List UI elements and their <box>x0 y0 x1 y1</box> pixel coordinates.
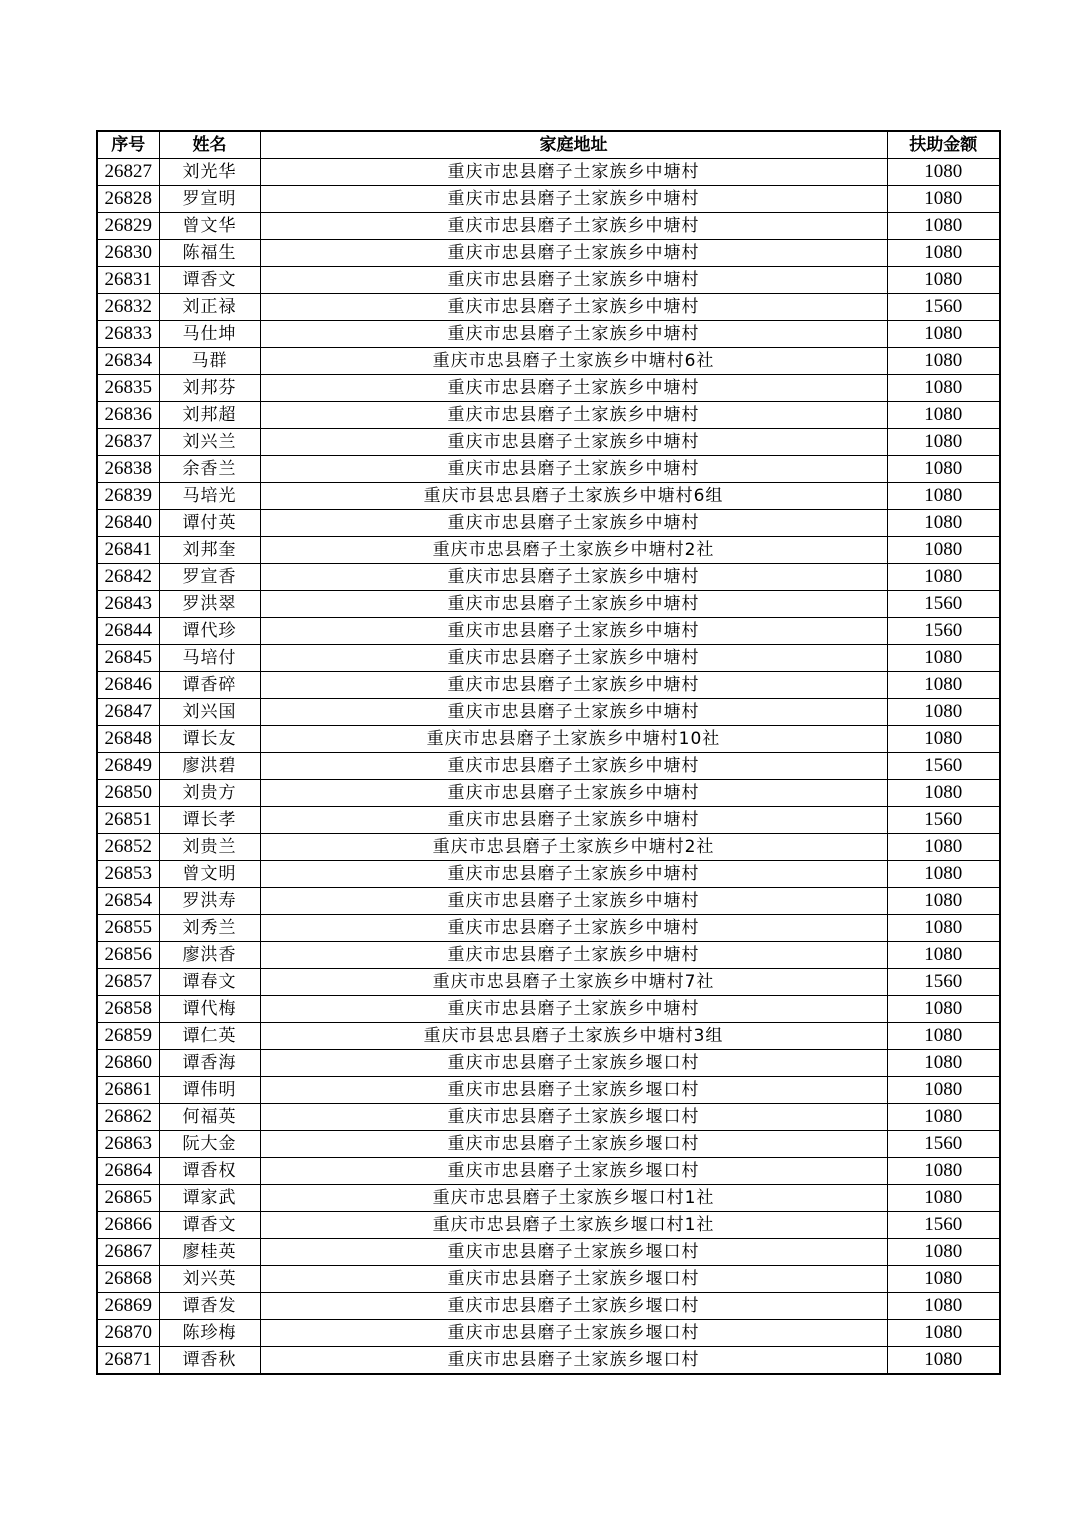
amount-cell: 1080 <box>887 699 1000 726</box>
serial-number-cell: 26861 <box>97 1077 159 1104</box>
table-row <box>97 861 1000 888</box>
name-cell: 刘兴兰 <box>159 429 260 456</box>
amount-cell: 1080 <box>887 402 1000 429</box>
address-cell: 重庆市忠县磨子土家族乡中塘村 <box>260 402 887 429</box>
amount-cell: 1080 <box>887 645 1000 672</box>
table-row <box>97 1266 1000 1293</box>
table-row <box>97 1077 1000 1104</box>
name-cell: 刘邦奎 <box>159 537 260 564</box>
amount-cell: 1080 <box>887 672 1000 699</box>
serial-number-cell: 26849 <box>97 753 159 780</box>
serial-number-cell: 26829 <box>97 213 159 240</box>
table-row <box>97 645 1000 672</box>
serial-number-cell: 26865 <box>97 1185 159 1212</box>
amount-cell: 1080 <box>887 861 1000 888</box>
name-cell: 刘秀兰 <box>159 915 260 942</box>
amount-cell: 1560 <box>887 1212 1000 1239</box>
amount-cell: 1080 <box>887 213 1000 240</box>
amount-cell: 1080 <box>887 1266 1000 1293</box>
address-cell: 重庆市忠县磨子土家族乡堰口村 <box>260 1320 887 1347</box>
amount-cell: 1080 <box>887 321 1000 348</box>
serial-number-cell: 26863 <box>97 1131 159 1158</box>
amount-cell: 1560 <box>887 969 1000 996</box>
name-cell: 廖洪碧 <box>159 753 260 780</box>
name-cell: 陈珍梅 <box>159 1320 260 1347</box>
amount-cell: 1080 <box>887 996 1000 1023</box>
address-cell: 重庆市忠县磨子土家族乡中塘村2社 <box>260 537 887 564</box>
table-row <box>97 564 1000 591</box>
table-row <box>97 510 1000 537</box>
address-cell: 重庆市忠县磨子土家族乡中塘村 <box>260 996 887 1023</box>
address-cell: 重庆市忠县磨子土家族乡堰口村 <box>260 1158 887 1185</box>
table-row <box>97 726 1000 753</box>
amount-cell: 1080 <box>887 888 1000 915</box>
name-cell: 刘贵方 <box>159 780 260 807</box>
name-cell: 刘邦芬 <box>159 375 260 402</box>
name-cell: 谭仁英 <box>159 1023 260 1050</box>
table-row <box>97 1212 1000 1239</box>
amount-cell: 1080 <box>887 1239 1000 1266</box>
table-row <box>97 240 1000 267</box>
address-cell: 重庆市忠县磨子土家族乡堰口村 <box>260 1077 887 1104</box>
serial-number-cell: 26862 <box>97 1104 159 1131</box>
address-cell: 重庆市忠县磨子土家族乡中塘村 <box>260 645 887 672</box>
serial-number-cell: 26841 <box>97 537 159 564</box>
table-row <box>97 186 1000 213</box>
name-cell: 马培付 <box>159 645 260 672</box>
address-cell: 重庆市忠县磨子土家族乡中塘村6社 <box>260 348 887 375</box>
serial-number-cell: 26840 <box>97 510 159 537</box>
table-row <box>97 294 1000 321</box>
address-cell: 重庆市忠县磨子土家族乡中塘村 <box>260 213 887 240</box>
serial-number-cell: 26854 <box>97 888 159 915</box>
name-cell: 阮大金 <box>159 1131 260 1158</box>
table-row <box>97 429 1000 456</box>
amount-cell: 1080 <box>887 483 1000 510</box>
address-cell: 重庆市县忠县磨子土家族乡中塘村6组 <box>260 483 887 510</box>
amount-cell: 1080 <box>887 1185 1000 1212</box>
serial-number-cell: 26830 <box>97 240 159 267</box>
address-cell: 重庆市忠县磨子土家族乡中塘村 <box>260 861 887 888</box>
name-cell: 马仕坤 <box>159 321 260 348</box>
serial-number-cell: 26834 <box>97 348 159 375</box>
serial-number-cell: 26864 <box>97 1158 159 1185</box>
table-row <box>97 591 1000 618</box>
serial-number-cell: 26870 <box>97 1320 159 1347</box>
address-cell: 重庆市忠县磨子土家族乡中塘村 <box>260 159 887 186</box>
table-row <box>97 1293 1000 1320</box>
name-cell: 罗宣明 <box>159 186 260 213</box>
serial-number-cell: 26827 <box>97 159 159 186</box>
serial-number-cell: 26835 <box>97 375 159 402</box>
serial-number-cell: 26846 <box>97 672 159 699</box>
serial-number-cell: 26832 <box>97 294 159 321</box>
table-row <box>97 996 1000 1023</box>
amount-cell: 1080 <box>887 159 1000 186</box>
address-cell: 重庆市忠县磨子土家族乡堰口村 <box>260 1050 887 1077</box>
amount-cell: 1080 <box>887 348 1000 375</box>
address-cell: 重庆市忠县磨子土家族乡中塘村 <box>260 942 887 969</box>
amount-cell: 1560 <box>887 753 1000 780</box>
address-cell: 重庆市忠县磨子土家族乡堰口村 <box>260 1104 887 1131</box>
table-row <box>97 213 1000 240</box>
name-cell: 余香兰 <box>159 456 260 483</box>
amount-cell: 1080 <box>887 780 1000 807</box>
table-row <box>97 267 1000 294</box>
address-cell: 重庆市忠县磨子土家族乡中塘村 <box>260 915 887 942</box>
table-row <box>97 888 1000 915</box>
table-row <box>97 1050 1000 1077</box>
address-cell: 重庆市忠县磨子土家族乡中塘村 <box>260 807 887 834</box>
serial-number-cell: 26850 <box>97 780 159 807</box>
table-header-row <box>97 131 1000 159</box>
serial-number-cell: 26848 <box>97 726 159 753</box>
name-cell: 谭春文 <box>159 969 260 996</box>
name-cell: 罗洪翠 <box>159 591 260 618</box>
serial-number-cell: 26833 <box>97 321 159 348</box>
table-row <box>97 1185 1000 1212</box>
header-name: 姓名 <box>159 131 260 159</box>
name-cell: 罗宣香 <box>159 564 260 591</box>
table-row <box>97 348 1000 375</box>
table-row <box>97 1347 1000 1375</box>
address-cell: 重庆市县忠县磨子土家族乡中塘村3组 <box>260 1023 887 1050</box>
name-cell: 刘兴国 <box>159 699 260 726</box>
address-cell: 重庆市忠县磨子土家族乡中塘村 <box>260 510 887 537</box>
header-home-address: 家庭地址 <box>260 131 887 159</box>
address-cell: 重庆市忠县磨子土家族乡中塘村 <box>260 186 887 213</box>
table-row <box>97 537 1000 564</box>
name-cell: 马培光 <box>159 483 260 510</box>
address-cell: 重庆市忠县磨子土家族乡中塘村 <box>260 375 887 402</box>
table-row <box>97 1320 1000 1347</box>
table-row <box>97 942 1000 969</box>
amount-cell: 1080 <box>887 726 1000 753</box>
amount-cell: 1080 <box>887 186 1000 213</box>
amount-cell: 1080 <box>887 1077 1000 1104</box>
address-cell: 重庆市忠县磨子土家族乡堰口村1社 <box>260 1212 887 1239</box>
serial-number-cell: 26842 <box>97 564 159 591</box>
table-row <box>97 159 1000 186</box>
amount-cell: 1080 <box>887 429 1000 456</box>
amount-cell: 1080 <box>887 915 1000 942</box>
address-cell: 重庆市忠县磨子土家族乡中塘村 <box>260 699 887 726</box>
table-row <box>97 1131 1000 1158</box>
address-cell: 重庆市忠县磨子土家族乡中塘村 <box>260 321 887 348</box>
serial-number-cell: 26856 <box>97 942 159 969</box>
serial-number-cell: 26857 <box>97 969 159 996</box>
table-row <box>97 1023 1000 1050</box>
amount-cell: 1080 <box>887 564 1000 591</box>
serial-number-cell: 26860 <box>97 1050 159 1077</box>
serial-number-cell: 26853 <box>97 861 159 888</box>
address-cell: 重庆市忠县磨子土家族乡堰口村 <box>260 1131 887 1158</box>
address-cell: 重庆市忠县磨子土家族乡堰口村1社 <box>260 1185 887 1212</box>
serial-number-cell: 26858 <box>97 996 159 1023</box>
name-cell: 谭长孝 <box>159 807 260 834</box>
table-row <box>97 807 1000 834</box>
name-cell: 谭代梅 <box>159 996 260 1023</box>
address-cell: 重庆市忠县磨子土家族乡中塘村 <box>260 888 887 915</box>
name-cell: 刘光华 <box>159 159 260 186</box>
name-cell: 刘正禄 <box>159 294 260 321</box>
address-cell: 重庆市忠县磨子土家族乡中塘村 <box>260 267 887 294</box>
serial-number-cell: 26839 <box>97 483 159 510</box>
amount-cell: 1080 <box>887 510 1000 537</box>
serial-number-cell: 26859 <box>97 1023 159 1050</box>
amount-cell: 1080 <box>887 537 1000 564</box>
amount-cell: 1080 <box>887 1104 1000 1131</box>
table-row <box>97 402 1000 429</box>
name-cell: 刘兴英 <box>159 1266 260 1293</box>
address-cell: 重庆市忠县磨子土家族乡中塘村 <box>260 780 887 807</box>
table-row <box>97 375 1000 402</box>
amount-cell: 1080 <box>887 942 1000 969</box>
table-row <box>97 483 1000 510</box>
table-row <box>97 780 1000 807</box>
amount-cell: 1080 <box>887 1023 1000 1050</box>
serial-number-cell: 26837 <box>97 429 159 456</box>
table-row <box>97 321 1000 348</box>
amount-cell: 1560 <box>887 294 1000 321</box>
address-cell: 重庆市忠县磨子土家族乡堰口村 <box>260 1293 887 1320</box>
address-cell: 重庆市忠县磨子土家族乡中塘村 <box>260 456 887 483</box>
name-cell: 谭香碎 <box>159 672 260 699</box>
name-cell: 廖桂英 <box>159 1239 260 1266</box>
address-cell: 重庆市忠县磨子土家族乡中塘村 <box>260 672 887 699</box>
serial-number-cell: 26852 <box>97 834 159 861</box>
name-cell: 谭代珍 <box>159 618 260 645</box>
table-row <box>97 915 1000 942</box>
name-cell: 谭香文 <box>159 1212 260 1239</box>
serial-number-cell: 26866 <box>97 1212 159 1239</box>
serial-number-cell: 26844 <box>97 618 159 645</box>
table-row <box>97 456 1000 483</box>
table-row <box>97 672 1000 699</box>
amount-cell: 1080 <box>887 1050 1000 1077</box>
amount-cell: 1080 <box>887 267 1000 294</box>
name-cell: 谭长友 <box>159 726 260 753</box>
name-cell: 曾文明 <box>159 861 260 888</box>
table-row <box>97 1104 1000 1131</box>
amount-cell: 1080 <box>887 1320 1000 1347</box>
name-cell: 谭伟明 <box>159 1077 260 1104</box>
address-cell: 重庆市忠县磨子土家族乡中塘村 <box>260 429 887 456</box>
name-cell: 谭香权 <box>159 1158 260 1185</box>
serial-number-cell: 26828 <box>97 186 159 213</box>
table-row <box>97 1239 1000 1266</box>
table-row <box>97 618 1000 645</box>
serial-number-cell: 26847 <box>97 699 159 726</box>
serial-number-cell: 26845 <box>97 645 159 672</box>
address-cell: 重庆市忠县磨子土家族乡堰口村 <box>260 1239 887 1266</box>
amount-cell: 1560 <box>887 618 1000 645</box>
name-cell: 谭香海 <box>159 1050 260 1077</box>
name-cell: 谭付英 <box>159 510 260 537</box>
header-subsidy-amount: 扶助金额 <box>887 131 1000 159</box>
name-cell: 罗洪寿 <box>159 888 260 915</box>
name-cell: 谭香文 <box>159 267 260 294</box>
serial-number-cell: 26843 <box>97 591 159 618</box>
name-cell: 何福英 <box>159 1104 260 1131</box>
table-row <box>97 1158 1000 1185</box>
serial-number-cell: 26871 <box>97 1347 159 1375</box>
name-cell: 曾文华 <box>159 213 260 240</box>
serial-number-cell: 26838 <box>97 456 159 483</box>
amount-cell: 1560 <box>887 807 1000 834</box>
name-cell: 马群 <box>159 348 260 375</box>
serial-number-cell: 26855 <box>97 915 159 942</box>
amount-cell: 1080 <box>887 456 1000 483</box>
amount-cell: 1080 <box>887 240 1000 267</box>
serial-number-cell: 26869 <box>97 1293 159 1320</box>
name-cell: 陈福生 <box>159 240 260 267</box>
amount-cell: 1080 <box>887 834 1000 861</box>
address-cell: 重庆市忠县磨子土家族乡中塘村 <box>260 591 887 618</box>
amount-cell: 1080 <box>887 375 1000 402</box>
serial-number-cell: 26867 <box>97 1239 159 1266</box>
name-cell: 刘邦超 <box>159 402 260 429</box>
amount-cell: 1080 <box>887 1293 1000 1320</box>
subsidy-table <box>96 130 1001 1375</box>
table-row <box>97 969 1000 996</box>
name-cell: 刘贵兰 <box>159 834 260 861</box>
address-cell: 重庆市忠县磨子土家族乡中塘村7社 <box>260 969 887 996</box>
table-row <box>97 699 1000 726</box>
amount-cell: 1560 <box>887 591 1000 618</box>
amount-cell: 1080 <box>887 1158 1000 1185</box>
name-cell: 谭香发 <box>159 1293 260 1320</box>
amount-cell: 1080 <box>887 1347 1000 1375</box>
address-cell: 重庆市忠县磨子土家族乡中塘村 <box>260 618 887 645</box>
table-row <box>97 834 1000 861</box>
name-cell: 廖洪香 <box>159 942 260 969</box>
serial-number-cell: 26836 <box>97 402 159 429</box>
serial-number-cell: 26831 <box>97 267 159 294</box>
amount-cell: 1560 <box>887 1131 1000 1158</box>
address-cell: 重庆市忠县磨子土家族乡中塘村10社 <box>260 726 887 753</box>
name-cell: 谭香秋 <box>159 1347 260 1375</box>
address-cell: 重庆市忠县磨子土家族乡堰口村 <box>260 1266 887 1293</box>
address-cell: 重庆市忠县磨子土家族乡中塘村2社 <box>260 834 887 861</box>
address-cell: 重庆市忠县磨子土家族乡中塘村 <box>260 753 887 780</box>
serial-number-cell: 26868 <box>97 1266 159 1293</box>
table-row <box>97 753 1000 780</box>
address-cell: 重庆市忠县磨子土家族乡中塘村 <box>260 240 887 267</box>
address-cell: 重庆市忠县磨子土家族乡中塘村 <box>260 294 887 321</box>
name-cell: 谭家武 <box>159 1185 260 1212</box>
header-serial-number: 序号 <box>97 131 159 159</box>
serial-number-cell: 26851 <box>97 807 159 834</box>
address-cell: 重庆市忠县磨子土家族乡堰口村 <box>260 1347 887 1375</box>
address-cell: 重庆市忠县磨子土家族乡中塘村 <box>260 564 887 591</box>
